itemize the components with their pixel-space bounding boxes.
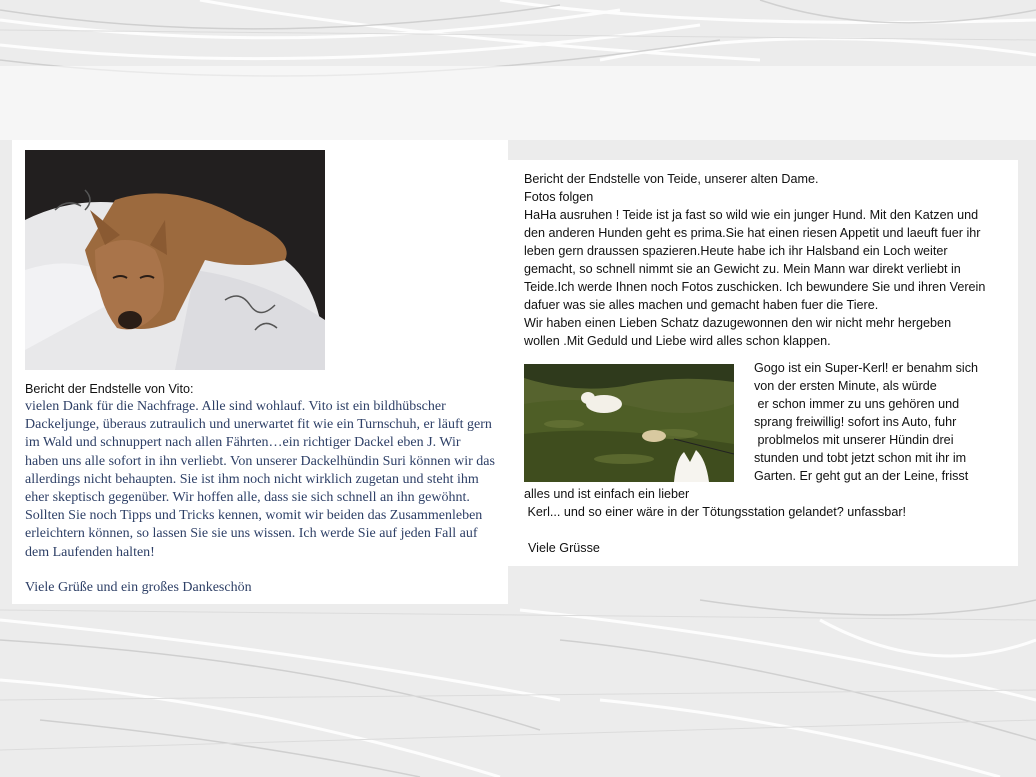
gogo-dog-photo xyxy=(524,364,734,482)
teide-report-line: gemacht, so schnell nimmt sie an Gewicht zu. Mein Mann war direkt verliebt in xyxy=(524,262,961,276)
gogo-report-line: problmelos mit unserer Hündin drei xyxy=(754,433,954,447)
gogo-report-line: sprang freiwillig! sofort ins Auto, fuhr xyxy=(754,415,957,429)
vito-report-heading: Bericht der Endstelle von Vito: xyxy=(25,382,194,396)
teide-report xyxy=(524,170,1004,350)
vito-report-closing: Viele Grüße und ein großes Dankeschön xyxy=(25,580,252,595)
gogo-report-closing: Viele Grüsse xyxy=(528,541,600,555)
teide-report-line: Bericht der Endstelle von Teide, unserer alten Dame. xyxy=(524,172,819,186)
teide-report-line: Wir haben einen Lieben Schatz dazugewonnen den wir nicht mehr hergeben xyxy=(524,316,952,330)
teide-report-line: HaHa ausruhen ! Teide ist ja fast so wild wie ein junger Hund. Mit den Katzen und xyxy=(524,208,979,222)
gogo-report-line: Gogo ist ein Super-Kerl! er benahm sich xyxy=(754,361,979,375)
teide-report-line: den anderen Hunden geht es prima.Sie hat einen riesen Appetit und laeuft fuer ihr xyxy=(524,226,981,240)
gogo-report-line: Garten. Er geht gut an der Leine, frisst xyxy=(754,469,969,483)
gogo-report-line: stunden und tobt jetzt schon mit ihr im xyxy=(754,451,967,465)
vito-report-body: vielen Dank für die Nachfrage. Alle sind wohlauf. Vito ist ein bildhübscher Dackeljunge, überaus zutraulich und unerwartet fit wie ein Turnschuh, er läuft gern im Wald und schnuppert nach allen Fährten…ein richtiger Dackel eben J. Wir haben uns alle sofort in ihn verliebt. Von unserer Dackelhündin Suri können wir das allerdings nicht behaupten. Sie ist ihm noch nicht wirklich zugetan und steht ihm eher skeptisch gegenüber. Wir hoffen alle, dass sie sich schnell an ihn gewöhnt. Sollten Sie noch Tipps und Tricks kennen, womit wir beiden das Zusammenleben erleichtern können, so lassen Sie sie uns wissen. Ich werde Sie auf jeden Fall auf dem Laufenden halten! xyxy=(25,399,495,560)
gogo-report-line: alles und ist einfach ein lieber xyxy=(524,487,690,501)
vito-dog-photo xyxy=(25,150,325,370)
teide-report-line: dafuer was sie alles machen und gemacht haben fuer die Tiere. xyxy=(524,298,879,312)
gogo-report-line: von der ersten Minute, als würde xyxy=(754,379,937,393)
teide-report-line: leben gern draussen spazieren.Heute habe ich ihr Halsband ein Loch weiter xyxy=(524,244,948,258)
teide-report-line: Fotos folgen xyxy=(524,190,594,204)
gogo-report-side-text xyxy=(754,359,1004,485)
teide-report-line: wollen .Mit Geduld und Liebe wird alles schon klappen. xyxy=(524,334,831,348)
gogo-report-full-text xyxy=(524,485,1004,521)
gogo-report-line: Kerl... und so einer wäre in der Tötungsstation gelandet? unfassbar! xyxy=(524,505,907,519)
top-band xyxy=(0,66,1036,140)
gogo-report-line: er schon immer zu uns gehören und xyxy=(754,397,960,411)
teide-report-line: Teide.Ich werde Ihnen noch Fotos zuschicken. Ich bewundere Sie und ihren Verein xyxy=(524,280,986,294)
